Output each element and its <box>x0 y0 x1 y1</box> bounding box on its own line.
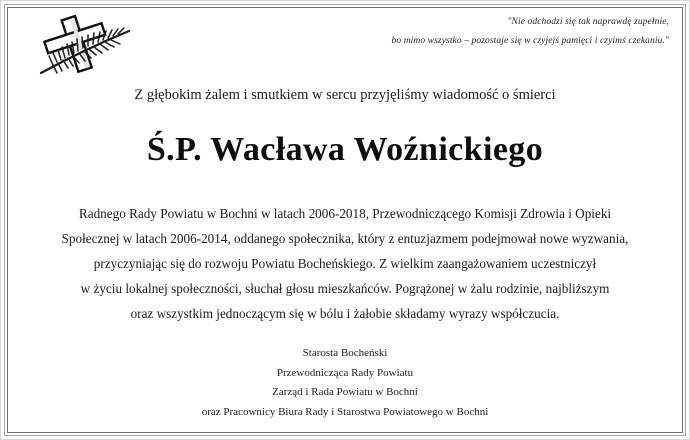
signature-block <box>65 344 625 422</box>
body-line-2: Społecznej w latach 2006-2014, oddanego społecznika, który z entuzjazmem podejmował nowe wyzwania, <box>61 231 629 246</box>
body-line-3: przyczyniając się do rozwoju Powiatu Bocheńskiego. Z wielkim zaangażowaniem uczestniczył <box>93 256 597 271</box>
notice-header <box>5 5 685 77</box>
body-line-5: oraz wszystkim jednoczącym się w bólu i żałobie składamy wyrazy współczucia. <box>130 306 560 321</box>
notice-border-frame <box>4 4 686 436</box>
deceased-name: Ś.P. Wacława Woźnickiego <box>146 131 544 168</box>
cross-with-palm-branch-icon <box>23 11 143 77</box>
signature-line-3: Zarząd i Rada Powiatu w Bochni <box>272 386 418 398</box>
quote-line-2: bo mimo wszystko – pozostaje się w czyjejś pamięci i czyimś czekaniu." <box>391 36 669 46</box>
signature-line-4: oraz Pracownicy Biura Rady i Starostwa Powiatowego w Bochni <box>201 405 489 418</box>
memorial-quote <box>369 13 669 51</box>
body-line-4: w życiu lokalnej społeczności, słuchał głosu mieszkańców. Pogrążonej w żalu rodzinie, najbliższym <box>80 281 610 296</box>
quote-line-1: "Nie odchodzi się tak naprawdę zupełnie, <box>507 17 669 27</box>
obituary-body <box>47 201 643 326</box>
intro-text: Z głębokim żalem i smutkiem w sercu przyjęliśmy wiadomość o śmierci <box>134 87 556 103</box>
signature-line-2: Przewodnicząca Rady Powiatu <box>276 366 414 379</box>
body-line-1: Radnego Rady Powiatu w Bochni w latach 2006-2018, Przewodniczącego Komisji Zdrowia i Opieki <box>78 206 612 221</box>
signature-line-1: Starosta Bocheński <box>302 347 388 359</box>
